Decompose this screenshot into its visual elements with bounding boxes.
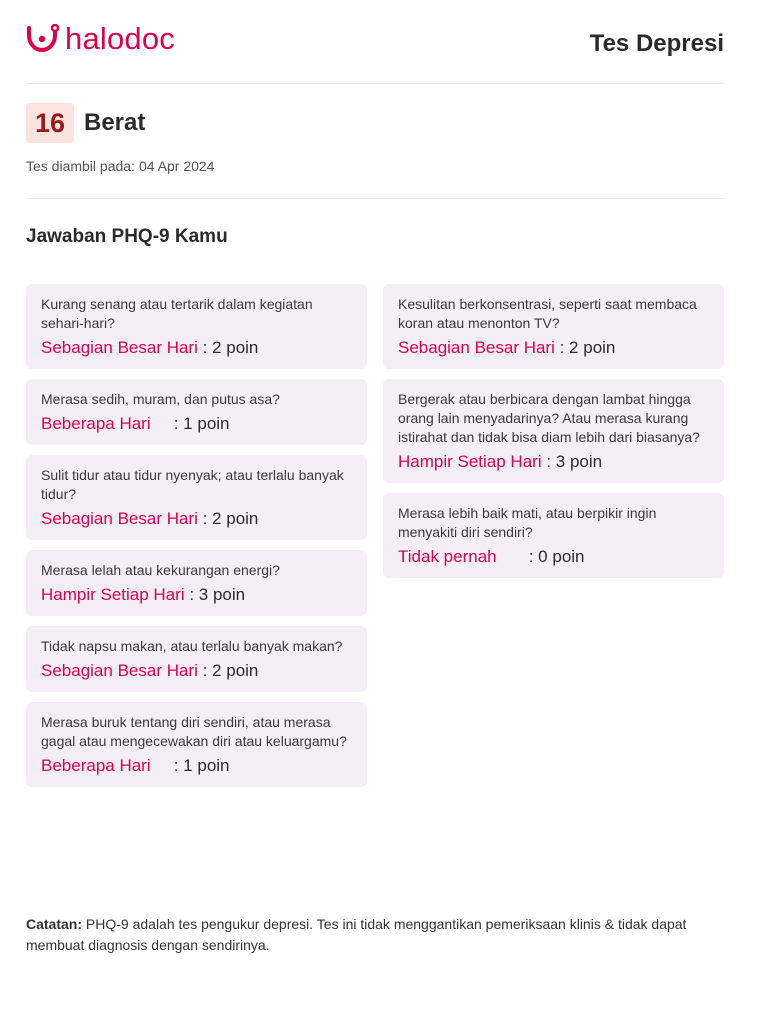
answer-label: Beberapa Hari: [41, 756, 151, 775]
question-text: Kesulitan berkonsentrasi, seperti saat membaca koran atau menonton TV?: [398, 296, 697, 331]
question-text: Merasa lebih baik mati, atau berpikir ingin menyakiti diri sendiri?: [398, 505, 657, 540]
answer-card: [26, 284, 367, 369]
question-text: Merasa sedih, muram, dan putus asa?: [41, 391, 280, 407]
question-text: Kurang senang atau tertarik dalam kegiatan sehari-hari?: [41, 296, 313, 331]
answer-card: [383, 493, 724, 578]
question-text: Bergerak atau berbicara dengan lambat hingga orang lain menyadarinya? Atau merasa kurang istirahat dan tidak bisa diam lebih dari biasanya?: [398, 391, 700, 445]
answer-label: Sebagian Besar Hari: [41, 338, 198, 357]
answer-line: [398, 451, 709, 473]
question-text: Tidak napsu makan, atau terlalu banyak makan?: [41, 638, 343, 654]
answer-card: [383, 379, 724, 483]
test-date-label: Tes diambil pada:: [26, 158, 135, 174]
answer-line: [398, 546, 709, 568]
divider: [26, 198, 724, 199]
test-date-value: 04 Apr 2024: [138, 158, 215, 174]
answer-card: [26, 550, 367, 616]
answer-line: [41, 337, 352, 359]
score-summary: [26, 103, 145, 143]
answer-label: Beberapa Hari: [41, 414, 151, 433]
answer-line: [41, 660, 352, 682]
answer-points: : 1 poin: [173, 414, 230, 433]
halodoc-logo: [26, 22, 175, 56]
answer-card: [26, 455, 367, 540]
answer-points: : 2 poin: [202, 338, 259, 357]
score-badge: 16: [26, 103, 74, 143]
answer-line: [41, 584, 352, 606]
answers-column-left: [26, 284, 367, 787]
answer-label: Sebagian Besar Hari: [41, 661, 198, 680]
disclaimer-note: [26, 914, 724, 956]
header: [26, 18, 724, 62]
answer-label: Hampir Setiap Hari: [41, 585, 185, 604]
answer-card: [383, 284, 724, 369]
section-title: Jawaban PHQ-9 Kamu: [26, 226, 228, 247]
answer-points: : 1 poin: [173, 756, 230, 775]
answer-points: : 3 poin: [546, 452, 603, 471]
answer-line: [41, 508, 352, 530]
answer-line: [41, 755, 352, 777]
answer-card: [26, 702, 367, 787]
answer-points: : 2 poin: [202, 661, 259, 680]
question-text: Merasa lelah atau kekurangan energi?: [41, 562, 280, 578]
answer-points: : 2 poin: [559, 338, 616, 357]
question-text: Merasa buruk tentang diri sendiri, atau merasa gagal atau mengecewakan diri atau keluargamu?: [41, 714, 347, 749]
answer-label: Tidak pernah: [398, 547, 497, 566]
answer-line: [398, 337, 709, 359]
answer-points: : 2 poin: [202, 509, 259, 528]
answer-label: Hampir Setiap Hari: [398, 452, 542, 471]
stethoscope-icon: [26, 24, 60, 54]
divider: [26, 83, 724, 84]
answer-label: Sebagian Besar Hari: [398, 338, 555, 357]
answer-points: : 3 poin: [189, 585, 246, 604]
note-text: PHQ-9 adalah tes pengukur depresi. Tes ini tidak menggantikan pemeriksaan klinis & tidak dapat membuat diagnosis dengan sendirinya.: [26, 916, 687, 953]
answer-card: [26, 379, 367, 445]
test-date: [26, 158, 214, 174]
answer-card: [26, 626, 367, 692]
severity-level: Berat: [84, 109, 146, 136]
answer-points: : 0 poin: [528, 547, 585, 566]
note-label: Catatan:: [26, 916, 83, 932]
document-title: Tes Depresi: [589, 30, 724, 57]
question-text: Sulit tidur atau tidur nyenyak; atau terlalu banyak tidur?: [41, 467, 344, 502]
answer-line: [41, 413, 352, 435]
answer-label: Sebagian Besar Hari: [41, 509, 198, 528]
logo-text: halodoc: [65, 21, 175, 56]
answers-column-right: [383, 284, 724, 578]
